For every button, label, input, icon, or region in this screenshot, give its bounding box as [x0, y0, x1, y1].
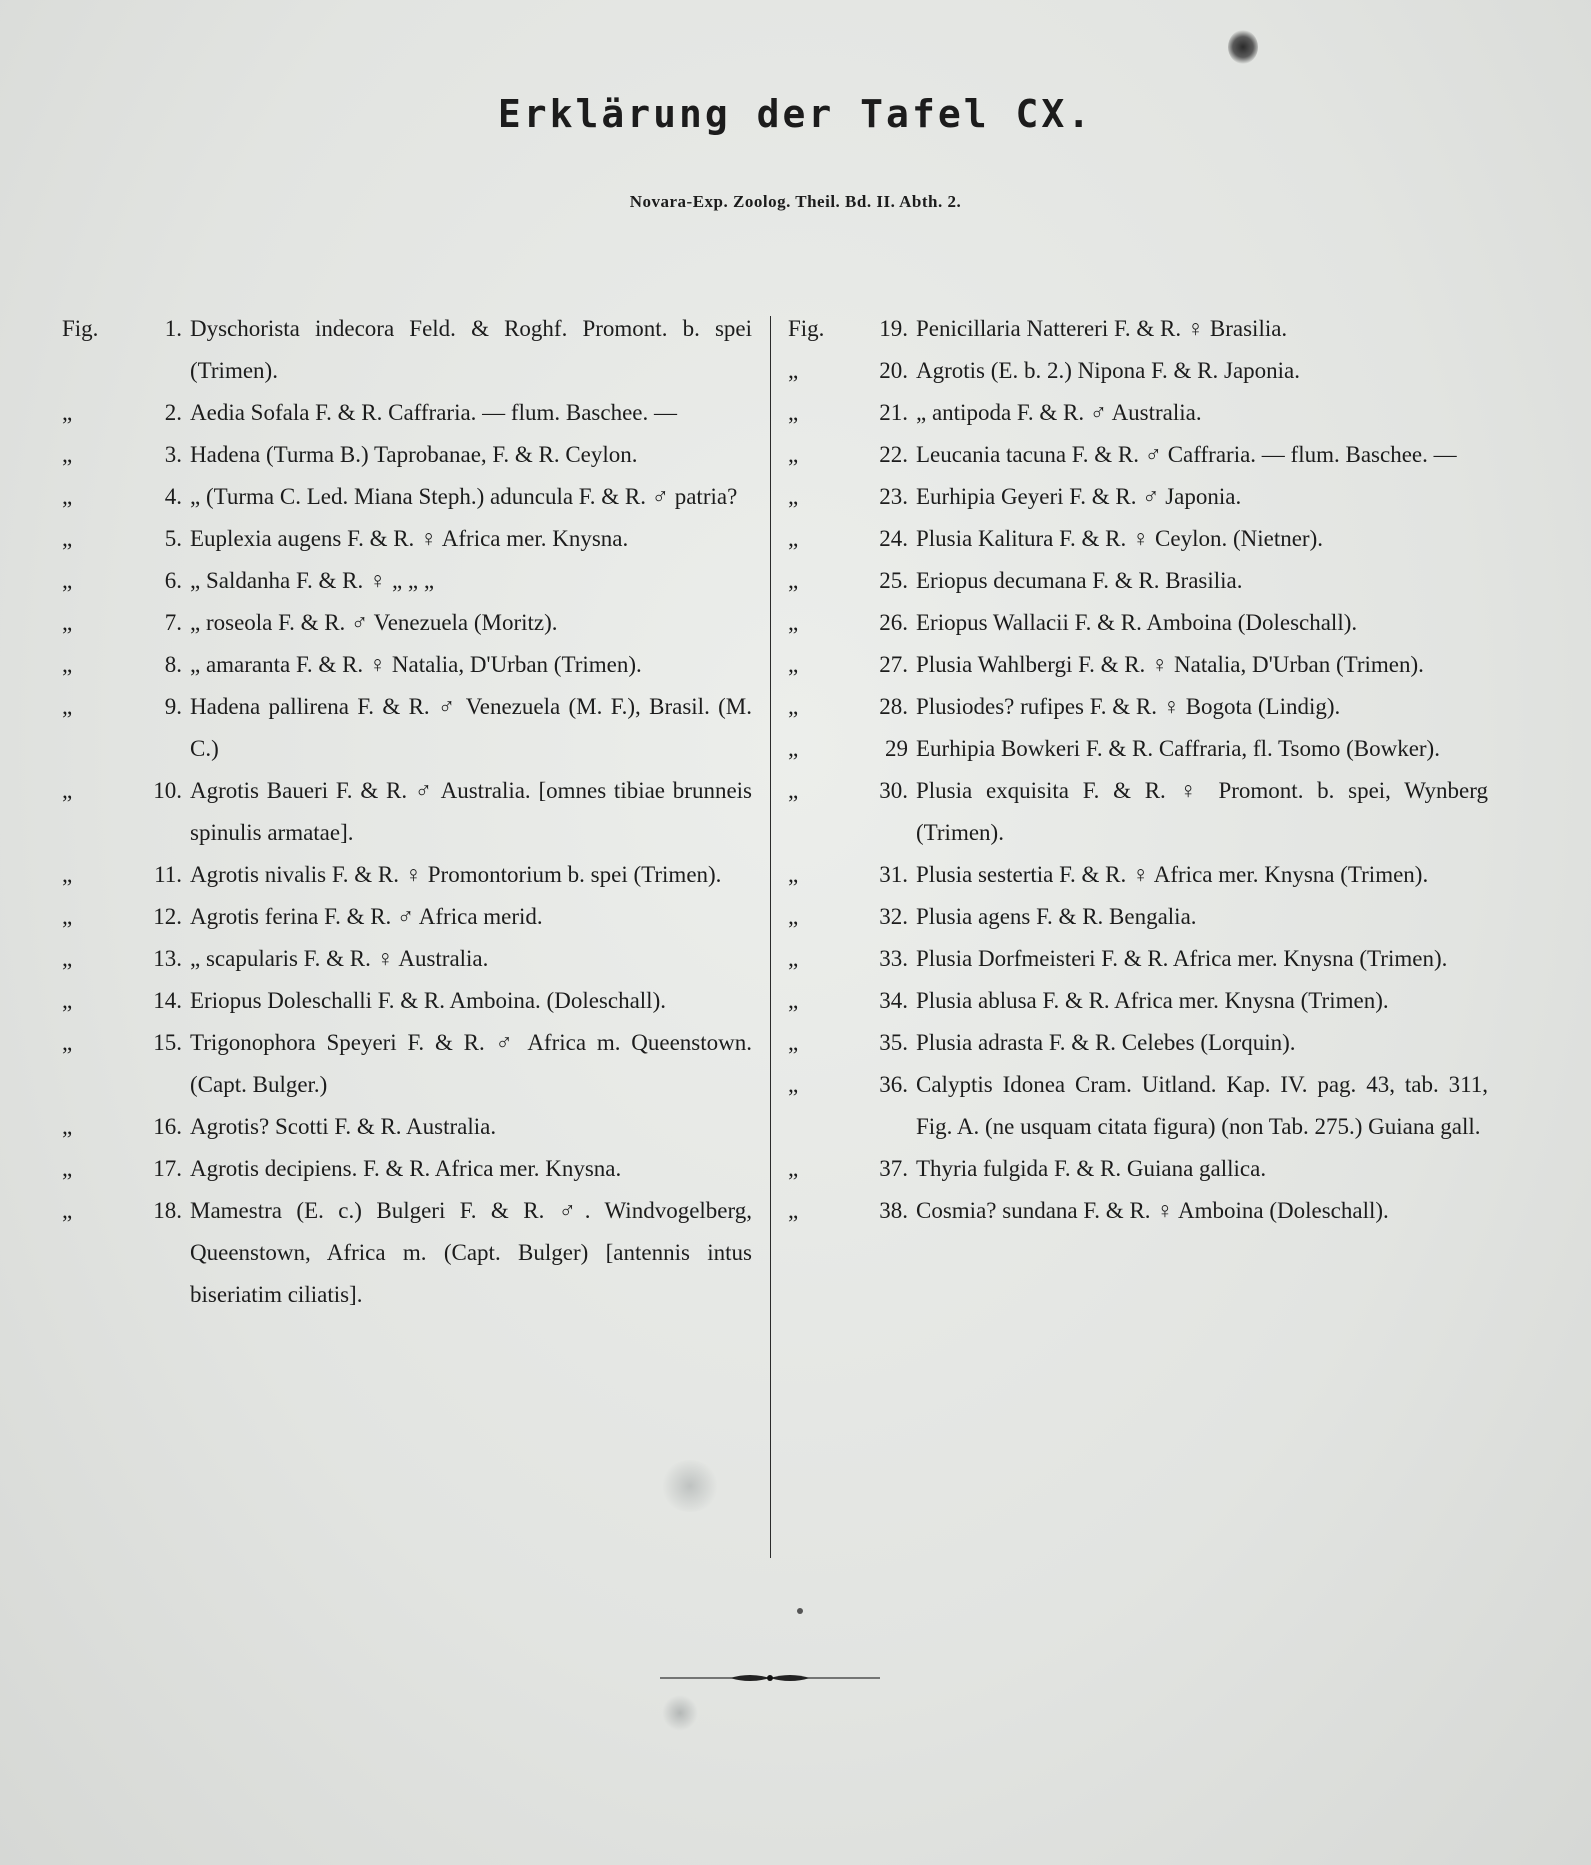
page-subtitle: Novara-Exp. Zoolog. Theil. Bd. II. Abth. 2.: [629, 192, 962, 211]
figure-description: „ Saldanha F. & R. ♀ „ „ „: [190, 568, 435, 593]
figure-entry: [788, 1064, 1488, 1148]
figure-entry: [788, 854, 1488, 896]
figure-prefix: „: [62, 526, 73, 551]
figure-number: 35.: [879, 1030, 908, 1055]
figure-description: Thyria fulgida F. & R. Guiana gallica.: [916, 1156, 1267, 1181]
figure-prefix: „: [788, 1156, 799, 1181]
figure-description: Hadena (Turma B.) Taprobanae, F. & R. Ceylon.: [190, 442, 638, 467]
figure-number: 7.: [164, 610, 182, 635]
figure-description: Aedia Sofala F. & R. Caffraria. — flum. Baschee. —: [190, 400, 677, 425]
figure-description: Agrotis? Scotti F. & R. Australia.: [190, 1114, 497, 1139]
figure-prefix: „: [62, 694, 73, 719]
figure-entry: [788, 560, 1488, 602]
figure-number: 24.: [879, 526, 908, 551]
figure-number: 20.: [879, 358, 908, 383]
figure-prefix: „: [62, 610, 73, 635]
figure-entry: [788, 1190, 1488, 1232]
figure-entry: [62, 476, 752, 518]
figure-prefix: „: [62, 442, 73, 467]
figure-entry: [62, 938, 752, 980]
figure-entry: [62, 1190, 752, 1316]
figure-prefix: „: [788, 484, 799, 509]
figure-number: 23.: [879, 484, 908, 509]
figure-number: 37.: [879, 1156, 908, 1181]
figure-description: Euplexia augens F. & R. ♀ Africa mer. Knysna.: [190, 526, 629, 551]
figure-description: Eriopus decumana F. & R. Brasilia.: [916, 568, 1243, 593]
figure-entry: [62, 1148, 752, 1190]
figure-number: 36.: [879, 1072, 908, 1097]
ink-blot: [1228, 30, 1258, 64]
figure-prefix: „: [788, 400, 799, 425]
figure-description: Eriopus Doleschalli F. & R. Amboina. (Doleschall).: [190, 988, 666, 1013]
figure-entry: [788, 308, 1488, 350]
figure-entry: [788, 1148, 1488, 1190]
figure-prefix: „: [788, 1030, 799, 1055]
figure-number: 28.: [879, 694, 908, 719]
figure-description: Plusia adrasta F. & R. Celebes (Lorquin).: [916, 1030, 1296, 1055]
figure-entry: [788, 434, 1488, 476]
figure-entry: [62, 560, 752, 602]
figure-description: Eurhipia Geyeri F. & R. ♂ Japonia.: [916, 484, 1242, 509]
figure-prefix: „: [788, 946, 799, 971]
figure-description: „ roseola F. & R. ♂ Venezuela (Moritz).: [190, 610, 558, 635]
figure-entry: [788, 1022, 1488, 1064]
figure-number: 5.: [164, 526, 182, 551]
figure-description: Plusia agens F. & R. Bengalia.: [916, 904, 1197, 929]
figure-number: 26.: [879, 610, 908, 635]
figure-description: „ scapularis F. & R. ♀ Australia.: [190, 946, 489, 971]
figure-entry: [788, 392, 1488, 434]
figure-prefix: Fig.: [62, 316, 99, 341]
figure-number: 22.: [879, 442, 908, 467]
figure-entry: [788, 644, 1488, 686]
figure-description: Hadena pallirena F. & R. ♂ Venezuela (M. F.), Brasil. (M. C.): [190, 694, 752, 761]
figure-description: Plusia Kalitura F. & R. ♀ Ceylon. (Nietner).: [916, 526, 1323, 551]
figure-prefix: „: [788, 526, 799, 551]
figure-prefix: „: [788, 1198, 799, 1223]
figure-prefix: „: [788, 736, 799, 761]
figure-entry: [62, 1022, 752, 1106]
figure-description: Agrotis ferina F. & R. ♂ Africa merid.: [190, 904, 543, 929]
figure-entry: [62, 434, 752, 476]
figure-number: 2.: [164, 400, 182, 425]
figure-number: 17.: [153, 1156, 182, 1181]
figure-description: Dyschorista indecora Feld. & Roghf. Promont. b. spei (Trimen).: [190, 316, 752, 383]
figure-number: 11.: [154, 862, 182, 887]
figure-description: Calyptis Idonea Cram. Uitland. Kap. IV. pag. 43, tab. 311, Fig. A. (ne usquam citata figura) (non Tab. 275.) Guiana gall.: [916, 1072, 1488, 1139]
figure-number: 6.: [164, 568, 182, 593]
figure-entry: [788, 770, 1488, 854]
figure-prefix: „: [62, 400, 73, 425]
figure-description: Plusia Wahlbergi F. & R. ♀ Natalia, D'Urban (Trimen).: [916, 652, 1424, 677]
figure-description: „ amaranta F. & R. ♀ Natalia, D'Urban (Trimen).: [190, 652, 642, 677]
figure-prefix: „: [62, 1198, 73, 1223]
figure-entry: [788, 476, 1488, 518]
figure-prefix: „: [62, 1114, 73, 1139]
figure-description: Plusia Dorfmeisteri F. & R. Africa mer. Knysna (Trimen).: [916, 946, 1448, 971]
figure-description: Plusiodes? rufipes F. & R. ♀ Bogota (Lindig).: [916, 694, 1341, 719]
figure-description: Plusia ablusa F. & R. Africa mer. Knysna (Trimen).: [916, 988, 1389, 1013]
figure-description: Leucania tacuna F. & R. ♂ Caffraria. — flum. Baschee. —: [916, 442, 1457, 467]
figure-description: Eurhipia Bowkeri F. & R. Caffraria, fl. Tsomo (Bowker).: [916, 736, 1440, 761]
figure-description: Cosmia? sundana F. & R. ♀ Amboina (Doleschall).: [916, 1198, 1389, 1223]
figure-prefix: „: [788, 862, 799, 887]
figure-number: 15.: [153, 1030, 182, 1055]
figure-prefix: „: [62, 652, 73, 677]
figure-description: Agrotis nivalis F. & R. ♀ Promontorium b. spei (Trimen).: [190, 862, 722, 887]
figure-prefix: „: [62, 988, 73, 1013]
figure-number: 21.: [879, 400, 908, 425]
figure-number: 38.: [879, 1198, 908, 1223]
figure-entry: [62, 644, 752, 686]
figure-number: 16.: [153, 1114, 182, 1139]
figure-number: 4.: [164, 484, 182, 509]
figure-number: 32.: [879, 904, 908, 929]
figure-entry: [788, 602, 1488, 644]
figure-entry: [788, 686, 1488, 728]
figure-prefix: „: [788, 610, 799, 635]
figure-prefix: „: [62, 778, 73, 803]
figure-entry: [788, 896, 1488, 938]
figure-number: 3.: [164, 442, 182, 467]
figure-description: Penicillaria Nattereri F. & R. ♀ Brasilia.: [916, 316, 1288, 341]
figure-prefix: „: [62, 904, 73, 929]
figure-entry: [62, 392, 752, 434]
figure-prefix: „: [62, 946, 73, 971]
figure-number: 14.: [153, 988, 182, 1013]
figure-entry: [62, 518, 752, 560]
figure-description: „ antipoda F. & R. ♂ Australia.: [916, 400, 1202, 425]
figure-prefix: „: [788, 1072, 799, 1097]
figure-number: 13.: [153, 946, 182, 971]
figure-entry: [62, 770, 752, 854]
figure-number: 34.: [879, 988, 908, 1013]
figure-description: Plusia sestertia F. & R. ♀ Africa mer. Knysna (Trimen).: [916, 862, 1429, 887]
column-divider: [770, 316, 771, 1558]
figure-number: 10.: [153, 778, 182, 803]
figure-entry: [62, 980, 752, 1022]
figure-prefix: „: [788, 568, 799, 593]
figure-prefix: „: [62, 484, 73, 509]
figure-description: Agrotis decipiens. F. & R. Africa mer. Knysna.: [190, 1156, 622, 1181]
right-figure-list: [788, 308, 1488, 1232]
figure-prefix: „: [62, 1030, 73, 1055]
figure-prefix: Fig.: [788, 316, 825, 341]
figure-prefix: „: [788, 988, 799, 1013]
figure-number: 19.: [879, 316, 908, 341]
figure-number: 27.: [879, 652, 908, 677]
figure-prefix: „: [788, 442, 799, 467]
figure-entry: [62, 896, 752, 938]
paper-stain: [660, 1460, 720, 1512]
figure-number: 25.: [879, 568, 908, 593]
figure-description: Eriopus Wallacii F. & R. Amboina (Doleschall).: [916, 610, 1358, 635]
figure-number: 12.: [153, 904, 182, 929]
figure-description: Mamestra (E. c.) Bulgeri F. & R. ♂. Windvogelberg, Queenstown, Africa m. (Capt. Bulger) [antennis intus biseriatim ciliatis].: [190, 1198, 752, 1307]
figure-description: Plusia exquisita F. & R. ♀ Promont. b. spei, Wynberg (Trimen).: [916, 778, 1488, 845]
figure-entry: [788, 938, 1488, 980]
left-figure-list: [62, 308, 752, 1316]
figure-number: 8.: [164, 652, 182, 677]
figure-prefix: „: [62, 862, 73, 887]
figure-entry: [62, 854, 752, 896]
figure-prefix: „: [788, 904, 799, 929]
figure-entry: [788, 728, 1488, 770]
figure-number: 9.: [164, 694, 182, 719]
ink-speck: [797, 1608, 803, 1614]
figure-description: Trigonophora Speyeri F. & R. ♂ Africa m. Queenstown. (Capt. Bulger.): [190, 1030, 752, 1097]
figure-number: 18.: [153, 1198, 182, 1223]
figure-prefix: „: [788, 778, 799, 803]
ornament-divider: [660, 1665, 880, 1691]
figure-number: 31.: [879, 862, 908, 887]
figure-entry: [788, 980, 1488, 1022]
figure-prefix: „: [788, 358, 799, 383]
figure-number: 1.: [164, 316, 182, 341]
figure-number: 29: [885, 736, 908, 761]
figure-entry: [62, 686, 752, 770]
figure-entry: [62, 308, 752, 392]
figure-entry: [788, 350, 1488, 392]
figure-number: 30.: [879, 778, 908, 803]
figure-number: 33.: [879, 946, 908, 971]
figure-prefix: „: [788, 652, 799, 677]
figure-prefix: „: [62, 568, 73, 593]
figure-prefix: „: [788, 694, 799, 719]
paper-stain: [662, 1695, 698, 1731]
figure-entry: [788, 518, 1488, 560]
figure-description: „ (Turma C. Led. Miana Steph.) aduncula F. & R. ♂ patria?: [190, 484, 738, 509]
figure-entry: [62, 602, 752, 644]
figure-entry: [62, 1106, 752, 1148]
figure-description: Agrotis Baueri F. & R. ♂ Australia. [omnes tibiae brunneis spinulis armatae].: [190, 778, 752, 845]
page-title: Erklärung der Tafel CX.: [497, 92, 1094, 136]
figure-prefix: „: [62, 1156, 73, 1181]
figure-description: Agrotis (E. b. 2.) Nipona F. & R. Japonia.: [916, 358, 1301, 383]
